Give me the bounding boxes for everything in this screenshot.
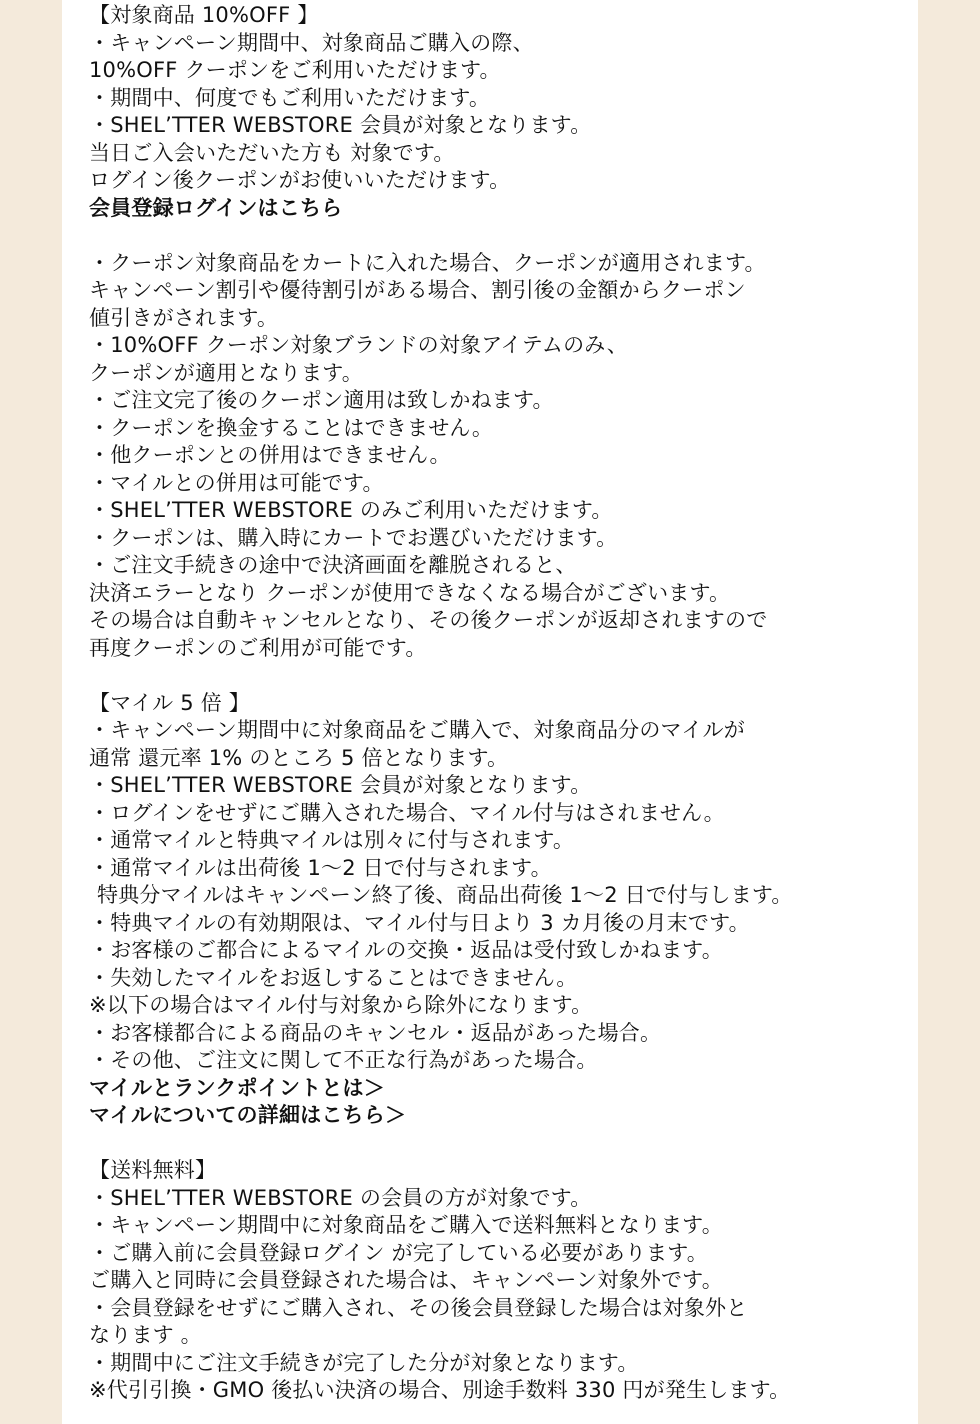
coupon-note: キャンペーン割引や優待割引がある場合、割引後の金額からクーポン <box>89 278 746 302</box>
mile-line: 特典分マイルはキャンペーン終了後、商品出荷後 1～2 日で付与します。 <box>97 883 793 907</box>
mile-line: ・その他、ご注文に関して不正な行為があった場合。 <box>89 1048 598 1072</box>
coupon-note: ・他クーポンとの併用はできません。 <box>89 443 451 467</box>
mile-line: ・特典マイルの有効期限は、マイル付与日より 3 カ月後の月末です。 <box>89 910 750 935</box>
coupon-heading: 【対象商品 10%OFF 】 <box>89 3 319 27</box>
mile-detail-link[interactable]: マイルについての詳細はこちら＞ <box>89 1103 407 1127</box>
coupon-note: ・クーポン対象商品をカートに入れた場合、クーポンが適用されます。 <box>89 250 766 275</box>
content-panel <box>62 0 918 1424</box>
mile-line: ・ログインをせずにご購入された場合、マイル付与はされません。 <box>89 800 725 825</box>
spacer <box>89 1130 909 1158</box>
coupon-note: ・ご注文完了後のクーポン適用は致しかねます。 <box>89 388 554 412</box>
coupon-note: 再度クーポンのご利用が可能です。 <box>89 635 427 660</box>
mile-line: ・通常マイルは出荷後 1～2 日で付与されます。 <box>89 855 552 880</box>
campaign-terms <box>89 2 909 1405</box>
shipping-line: ・キャンペーン期間中に対象商品をご購入で送料無料となります。 <box>89 1213 723 1237</box>
mile-line: ・通常マイルと特典マイルは別々に付与されます。 <box>89 828 575 852</box>
mile-heading: 【マイル 5 倍 】 <box>89 690 250 715</box>
mile-line: ※以下の場合はマイル付与対象から除外になります。 <box>89 993 593 1017</box>
coupon-note: ・SHEL’TTER WEBSTORE のみご利用いただけます。 <box>89 498 613 522</box>
shipping-line: ・期間中にご注文手続きが完了した分が対象となります。 <box>89 1350 639 1375</box>
mile-line: ・キャンペーン期間中に対象商品をご購入で、対象商品分のマイルが <box>89 718 745 742</box>
coupon-line: ・期間中、何度でもご利用いただけます。 <box>89 85 491 110</box>
shipping-heading: 【送料無料】 <box>89 1158 217 1182</box>
shipping-line: ご購入と同時に会員登録された場合は、キャンペーン対象外です。 <box>89 1268 723 1292</box>
shipping-line: ・ご購入前に会員登録ログイン が完了している必要があります。 <box>89 1240 708 1265</box>
shipping-line: なります 。 <box>89 1323 202 1347</box>
member-register-login-link[interactable]: 会員登録ログインはこちら <box>89 195 343 220</box>
spacer <box>89 662 909 690</box>
coupon-line: 当日ご入会いただいた方も 対象です。 <box>89 140 455 165</box>
coupon-note: ・10%OFF クーポン対象ブランドの対象アイテムのみ、 <box>89 333 628 357</box>
mile-line: ・SHEL’TTER WEBSTORE 会員が対象となります。 <box>89 773 592 797</box>
coupon-line: ・キャンペーン期間中、対象商品ご購入の際、 <box>89 30 534 55</box>
coupon-line: 10%OFF クーポンをご利用いただけます。 <box>89 58 501 82</box>
coupon-line: ・SHEL’TTER WEBSTORE 会員が対象となります。 <box>89 113 592 137</box>
coupon-note: ・ご注文手続きの途中で決済画面を離脱されると、 <box>89 553 577 577</box>
mile-rank-point-link[interactable]: マイルとランクポイントとは＞ <box>89 1075 385 1100</box>
spacer <box>89 222 909 250</box>
coupon-note: ・マイルとの併用は可能です。 <box>89 470 384 495</box>
mile-line: ・失効したマイルをお返しすることはできません。 <box>89 965 578 990</box>
mile-line: 通常 還元率 1% のところ 5 倍となります。 <box>89 745 509 770</box>
coupon-line: ログイン後クーポンがお使いいただけます。 <box>89 168 511 192</box>
mile-line: ・お客様のご都合によるマイルの交換・返品は受付致しかねます。 <box>89 938 723 962</box>
shipping-line: ・SHEL’TTER WEBSTORE の会員の方が対象です。 <box>89 1185 592 1210</box>
coupon-note: ・クーポンを換金することはできません。 <box>89 415 494 440</box>
coupon-note: 決済エラーとなり クーポンが使用できなくなる場合がございます。 <box>89 580 731 605</box>
coupon-note: 値引きがされます。 <box>89 305 279 330</box>
coupon-note: その場合は自動キャンセルとなり、その後クーポンが返却されますので <box>89 608 768 632</box>
shipping-line: ※代引引換・GMO 後払い決済の場合、別途手数料 330 円が発生します。 <box>89 1378 791 1402</box>
mile-line: ・お客様都合による商品のキャンセル・返品があった場合。 <box>89 1020 662 1045</box>
shipping-line: ・会員登録をせずにご購入され、その後会員登録した場合は対象外と <box>89 1295 748 1320</box>
coupon-note: ・クーポンは、購入時にカートでお選びいただけます。 <box>89 525 618 550</box>
coupon-note: クーポンが適用となります。 <box>89 360 363 385</box>
